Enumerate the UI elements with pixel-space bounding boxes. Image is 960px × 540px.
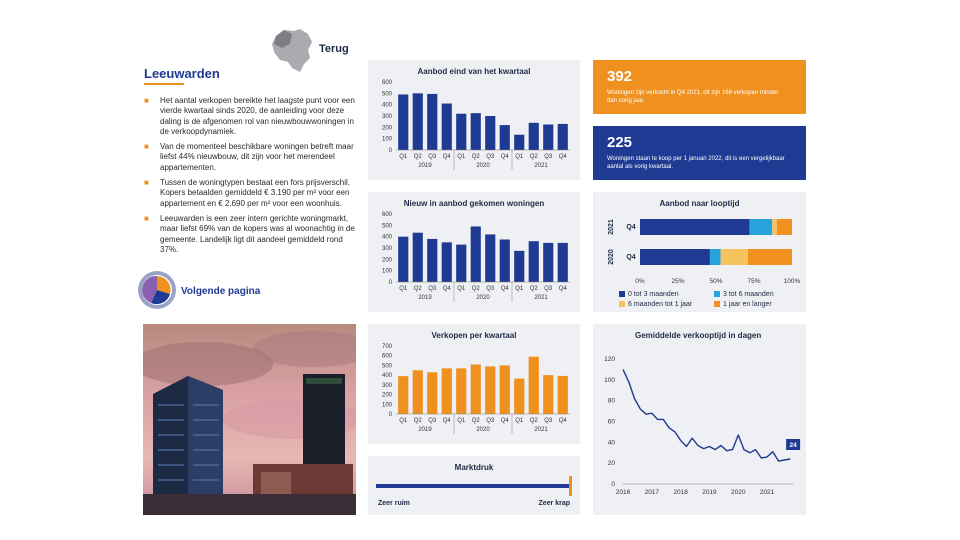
- stacked-bar-segment: [710, 249, 721, 265]
- y-tick-label: 600: [381, 212, 392, 218]
- row-year-label: 2020: [608, 249, 615, 265]
- bar: [456, 245, 466, 282]
- bar: [485, 366, 495, 414]
- bullet-icon: ■: [144, 142, 149, 152]
- x-tick-label: 100%: [783, 278, 801, 285]
- bar: [398, 94, 408, 150]
- x-tick-label: Q2: [471, 418, 480, 424]
- bar: [427, 94, 437, 150]
- kpi-te-koop: [593, 126, 806, 180]
- year-label: 2020: [476, 295, 490, 301]
- y-tick-label: 0: [388, 148, 392, 154]
- x-tick-label: Q4: [558, 154, 567, 160]
- chart-aanbod: [368, 60, 580, 180]
- bar: [529, 357, 539, 414]
- bar: [529, 123, 539, 150]
- bar: [413, 93, 423, 150]
- bar: [427, 372, 437, 414]
- stacked-bar-segment: [721, 249, 748, 265]
- kpi-value: 225: [607, 134, 633, 151]
- y-tick-label: 300: [381, 246, 392, 252]
- y-tick-label: 400: [381, 373, 392, 380]
- x-tick-label: 25%: [671, 278, 685, 285]
- chart-title: Gemiddelde verkooptijd in dagen: [635, 331, 762, 340]
- bar: [442, 242, 452, 282]
- chart-title: Nieuw in aanbod gekomen woningen: [403, 199, 545, 208]
- bar: [485, 234, 495, 282]
- chart-looptijd: [593, 192, 806, 286]
- bullet-item: ■ Tussen de woningtypen bestaat een fors prijsverschil. Kopers betaalden gemiddeld € 3.190 per m² voor een appartement en € 2.690 per m² voor een woonhuis.: [144, 178, 351, 208]
- y-tick-label: 400: [381, 234, 392, 241]
- x-tick-label: Q2: [471, 286, 480, 292]
- x-tick-label: Q4: [442, 418, 451, 424]
- x-tick-label: Q1: [515, 154, 524, 160]
- x-tick-label: Q3: [428, 418, 437, 424]
- bar: [456, 368, 466, 414]
- bullet-item: ■ Van de momenteel beschikbare woningen betreft maar liefst 44% nieuwbouw, dit zijn voor het merendeel appartementen.: [144, 142, 354, 172]
- y-tick-label: 120: [604, 356, 615, 363]
- legend-item: 0 tot 3 maanden: [619, 291, 679, 298]
- bar: [558, 243, 568, 282]
- x-tick-label: Q4: [442, 154, 451, 160]
- y-tick-label: 60: [607, 418, 615, 426]
- y-tick-label: 100: [604, 376, 615, 384]
- x-tick-label: 75%: [747, 278, 761, 285]
- stacked-bar-segment: [748, 249, 792, 265]
- bullet-item: ■ Leeuwarden is een zeer intern gerichte woningmarkt, maar liefst 69% van de kopers was al woonachtig in de gemeente. Landelijk ligt dit aandeel gemiddeld rond 37%.: [144, 213, 355, 254]
- y-tick-label: 500: [381, 91, 392, 98]
- y-tick-label: 700: [381, 344, 392, 350]
- marktdruk-left-label: Zeer ruim: [378, 500, 410, 507]
- legend-swatch: [714, 291, 720, 297]
- y-tick-label: 0: [388, 280, 392, 286]
- x-tick-label: Q3: [428, 286, 437, 292]
- legend-item: 3 tot 6 maanden: [714, 291, 774, 298]
- bullet-icon: ■: [144, 213, 149, 223]
- bar: [543, 375, 553, 414]
- y-tick-label: 500: [381, 363, 392, 370]
- bar: [514, 135, 524, 150]
- bar: [471, 364, 481, 414]
- bar: [442, 104, 452, 150]
- year-label: 2020: [476, 163, 490, 169]
- x-tick-label: Q2: [471, 154, 480, 160]
- title-underline: [144, 83, 184, 85]
- x-tick-label: Q4: [500, 286, 509, 292]
- x-tick-label: Q2: [413, 154, 422, 160]
- legend-item: 1 jaar en langer: [714, 301, 772, 308]
- y-tick-label: 600: [381, 80, 392, 86]
- chart-title: Verkopen per kwartaal: [431, 331, 517, 340]
- bar: [514, 379, 524, 414]
- year-label: 2021: [534, 295, 548, 301]
- bar: [558, 124, 568, 150]
- bar: [471, 113, 481, 150]
- x-tick-label: Q1: [399, 418, 408, 424]
- x-tick-label: Q2: [413, 418, 422, 424]
- x-tick-label: 2021: [759, 489, 775, 496]
- y-tick-label: 0: [611, 481, 615, 488]
- x-tick-label: Q3: [486, 154, 495, 160]
- y-tick-label: 0: [388, 412, 392, 418]
- y-tick-label: 20: [607, 460, 615, 468]
- year-label: 2019: [418, 427, 432, 433]
- x-tick-label: Q2: [529, 286, 538, 292]
- y-tick-label: 200: [381, 257, 392, 264]
- chart-verkooptijd: [593, 324, 806, 515]
- year-label: 2020: [476, 427, 490, 433]
- stacked-bar-segment: [777, 219, 792, 235]
- x-tick-label: Q1: [399, 286, 408, 292]
- stacked-bar-segment: [640, 219, 749, 235]
- x-tick-label: Q1: [457, 418, 466, 424]
- x-tick-label: 2019: [702, 489, 717, 496]
- region-map-icon[interactable]: [270, 28, 316, 72]
- bar: [398, 237, 408, 282]
- marktdruk-panel: [368, 456, 580, 515]
- bar: [543, 125, 553, 151]
- chart-nieuw: [368, 192, 580, 312]
- y-tick-label: 600: [381, 353, 392, 360]
- bar: [558, 376, 568, 414]
- bar: [500, 125, 510, 150]
- bullet-list: [144, 96, 358, 260]
- kpi-text: Woningen staan te koop per 1 januari 2022, dit is een vergelijkbaar aantal als vorig kwartaal.: [607, 156, 785, 170]
- x-tick-label: Q1: [457, 286, 466, 292]
- bar: [514, 251, 524, 282]
- chart-looptijd-panel: [593, 192, 806, 312]
- city-skyline-photo: [143, 324, 356, 515]
- marktdruk-right-label: Zeer krap: [538, 500, 570, 507]
- x-tick-label: Q4: [500, 154, 509, 160]
- x-tick-label: Q3: [486, 286, 495, 292]
- bullet-icon: ■: [144, 96, 149, 105]
- line-series: [623, 369, 790, 461]
- x-tick-label: 2020: [731, 489, 746, 496]
- marktdruk-track: [376, 484, 572, 488]
- x-tick-label: Q4: [558, 286, 567, 292]
- chart-verkooptijd-panel: [593, 324, 806, 515]
- kpi-verkocht: [593, 60, 806, 114]
- x-tick-label: Q1: [515, 286, 524, 292]
- legend-swatch: [619, 301, 625, 307]
- bar: [456, 114, 466, 150]
- bar: [398, 376, 408, 414]
- x-tick-label: Q4: [442, 286, 451, 292]
- next-page-icon[interactable]: [137, 270, 177, 310]
- y-tick-label: 200: [381, 392, 392, 399]
- kpi-value: 392: [607, 68, 633, 85]
- bar: [529, 241, 539, 282]
- year-label: 2021: [534, 163, 548, 169]
- row-quarter-label: Q4: [626, 254, 636, 261]
- legend-swatch: [619, 291, 625, 297]
- y-tick-label: 400: [381, 102, 392, 109]
- row-quarter-label: Q4: [626, 224, 636, 231]
- y-tick-label: 80: [607, 397, 615, 405]
- stacked-bar-segment: [772, 219, 777, 235]
- next-page-link[interactable]: Volgende pagina: [181, 286, 261, 297]
- x-tick-label: Q3: [544, 286, 553, 292]
- bar: [500, 240, 510, 283]
- x-tick-label: Q3: [486, 418, 495, 424]
- x-tick-label: Q3: [428, 154, 437, 160]
- marktdruk-title: Marktdruk: [454, 463, 494, 472]
- x-tick-label: Q4: [558, 418, 567, 424]
- x-tick-label: Q1: [399, 154, 408, 160]
- x-tick-label: Q2: [529, 154, 538, 160]
- y-tick-label: 300: [381, 114, 392, 120]
- x-tick-label: 2018: [673, 489, 688, 496]
- back-link[interactable]: Terug: [319, 43, 349, 55]
- year-label: 2019: [418, 295, 432, 301]
- bar: [500, 365, 510, 414]
- y-tick-label: 40: [607, 439, 615, 447]
- marktdruk-indicator: [569, 476, 572, 496]
- kpi-text: Woningen zijn verkocht in Q4 2021, dit zijn 166 verkopen minder dan vorig jaar.: [607, 90, 779, 104]
- stacked-bar-segment: [640, 249, 710, 265]
- x-tick-label: 2017: [644, 489, 660, 496]
- y-tick-label: 100: [381, 402, 392, 409]
- x-tick-label: Q3: [544, 154, 553, 160]
- x-tick-label: Q4: [500, 418, 509, 424]
- x-tick-label: Q1: [457, 154, 466, 160]
- x-tick-label: 2016: [615, 489, 631, 496]
- chart-aanbod-panel: [368, 60, 580, 180]
- y-tick-label: 300: [381, 382, 392, 389]
- x-tick-label: Q2: [529, 418, 538, 424]
- chart-verkopen: [368, 324, 580, 444]
- page-title: Leeuwarden: [144, 66, 220, 81]
- bar: [413, 370, 423, 414]
- bar: [442, 368, 452, 414]
- end-value-label: 24: [789, 442, 797, 449]
- y-tick-label: 100: [381, 136, 392, 143]
- chart-verkopen-panel: [368, 324, 580, 444]
- x-tick-label: 50%: [709, 278, 723, 285]
- bar: [427, 239, 437, 282]
- y-tick-label: 100: [381, 268, 392, 275]
- chart-title: Aanbod naar looptijd: [659, 199, 740, 208]
- year-label: 2021: [534, 427, 548, 433]
- bar: [471, 226, 481, 282]
- stacked-bar-segment: [749, 219, 772, 235]
- x-tick-label: Q2: [413, 286, 422, 292]
- row-year-label: 2021: [608, 219, 615, 235]
- x-tick-label: Q1: [515, 418, 524, 424]
- x-tick-label: 0%: [635, 278, 645, 285]
- chart-title: Aanbod eind van het kwartaal: [417, 67, 531, 76]
- bar: [543, 243, 553, 282]
- chart-nieuw-panel: [368, 192, 580, 312]
- x-tick-label: Q3: [544, 418, 553, 424]
- bullet-icon: ■: [144, 178, 149, 188]
- y-tick-label: 200: [381, 125, 392, 132]
- legend-item: 6 maanden tot 1 jaar: [619, 301, 692, 308]
- y-tick-label: 500: [381, 223, 392, 230]
- year-label: 2019: [418, 163, 432, 169]
- legend-swatch: [714, 301, 720, 307]
- bar: [485, 116, 495, 150]
- bullet-item: ■ Het aantal verkopen bereikte het laagste punt voor een vierde kwartaal sinds 2020, de aanleiding voor deze daling is de afgenomen rol van nieuwbouwwoningen in de verkoopdynamiek.: [144, 96, 355, 136]
- bar: [413, 233, 423, 282]
